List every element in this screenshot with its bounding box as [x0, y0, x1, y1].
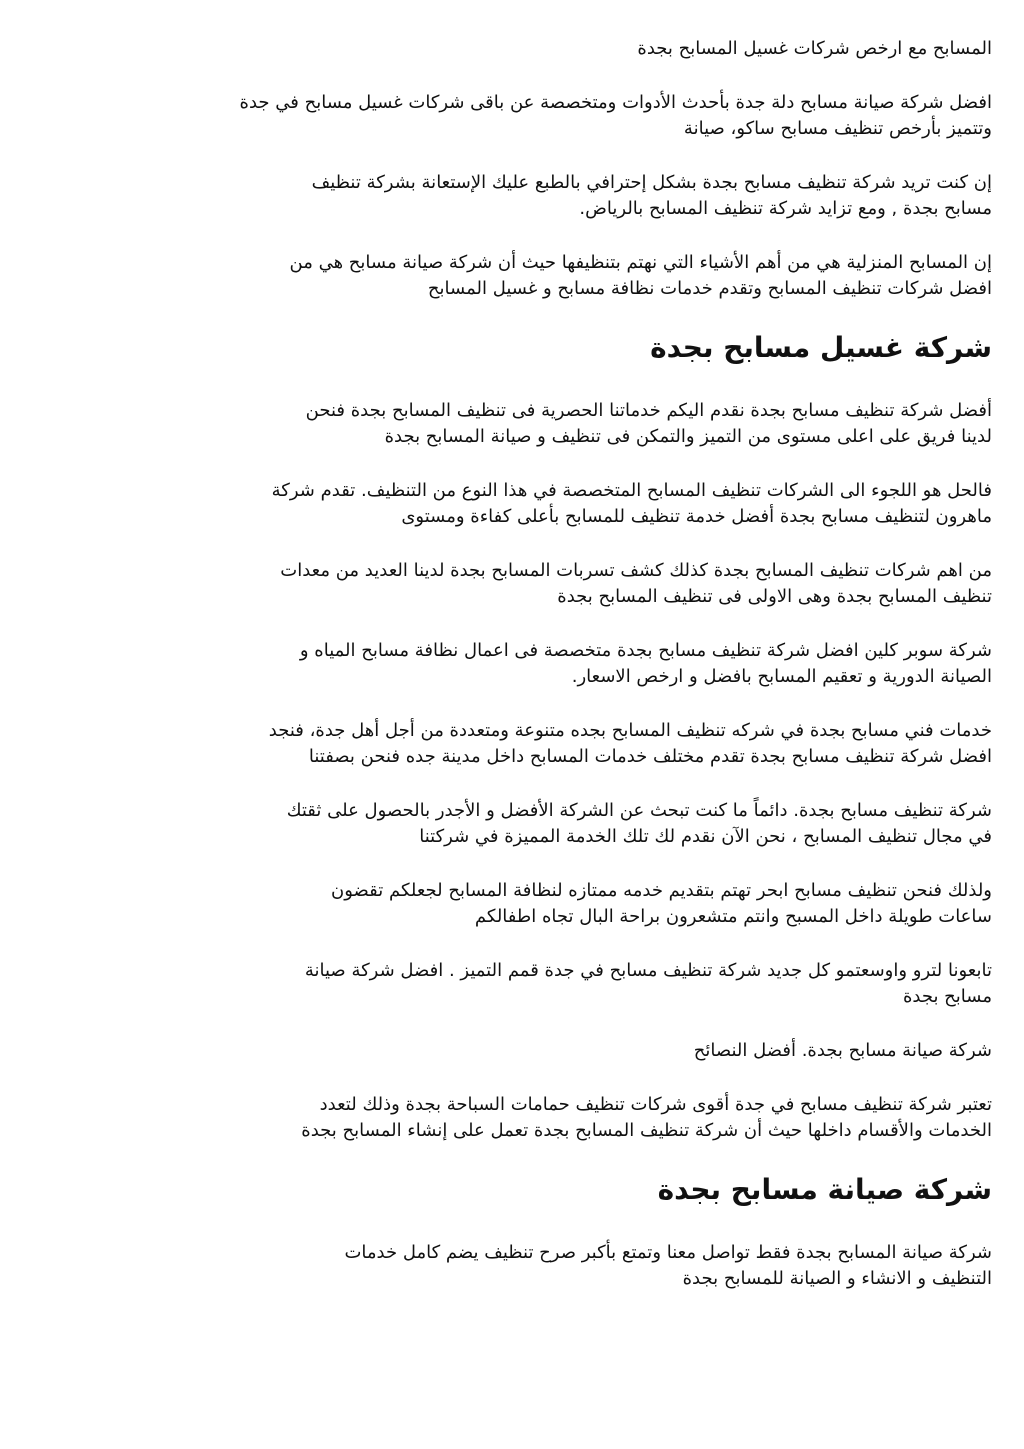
section-heading: شركة غسيل مسابح بجدة — [650, 331, 992, 364]
section-heading: شركة صيانة مسابح بجدة — [657, 1173, 992, 1206]
paragraph: ولذلك فنحن تنظيف مسابح ابحر تهتم بتقديم خدمه ممتازه لنظافة المسابح لجعلكم تقضون ساعات طويلة داخل المسبح وانتم متشعرون براحة البال تجاه اطفالكم — [331, 880, 992, 927]
paragraph: شركة تنظيف مسابح بجدة. دائماً ما كنت تبحث عن الشركة الأفضل و الأجدر بالحصول على ثقتك في مجال تنظيف المسابح ، نحن الآن نقدم لك تلك الخدمة المميزة في شركتنا — [286, 800, 992, 847]
paragraph: تعتبر شركة تنظيف مسابح في جدة أقوى شركات تنظيف حمامات السباحة بجدة وذلك لتعدد الخدمات والأقسام داخلها حيث أن شركة تنظيف المسابح بجدة تعمل على إنشاء المسابح بجدة — [301, 1094, 992, 1141]
paragraph: من اهم شركات تنظيف المسابح بجدة كذلك كشف تسربات المسابح بجدة لدينا العديد من معدات تنظيف المسابح بجدة وهى الاولى فى تنظيف المسابح بجدة — [280, 560, 992, 607]
document-page — [34, 36, 992, 1320]
paragraph: إن كنت تريد شركة تنظيف مسابح بجدة بشكل إحترافي بالطبع عليك الإستعانة بشركة تنظيف مسابح بجدة , ومع تزايد شركة تنظيف المسابح بالرياض. — [311, 172, 992, 219]
intro-line: المسابح مع ارخص شركات غسيل المسابح بجدة — [637, 38, 992, 59]
paragraph: فالحل هو اللجوء الى الشركات تنظيف المسابح المتخصصة في هذا النوع من التنظيف. تقدم شركة ماهرون لتنظيف مسابح بجدة أفضل خدمة تنظيف للمسابح بأعلى كفاءة ومستوى — [271, 480, 992, 527]
paragraph: شركة صيانة المسابح بجدة فقط تواصل معنا وتمتع بأكبر صرح تنظيف يضم كامل خدمات التنظيف و الانشاء و الصيانة للمسابح بجدة — [344, 1242, 992, 1289]
paragraph: شركة سوبر كلين افضل شركة تنظيف مسابح بجدة متخصصة فى اعمال نظافة مسابح المياه و الصيانة الدورية و تعقيم المسابح بافضل و ارخص الاسعار. — [299, 640, 992, 687]
paragraph: أفضل شركة تنظيف مسابح بجدة نقدم اليكم خدماتنا الحصرية فى تنظيف المسابح بجدة فنحن لدينا فريق على اعلى مستوى من التميز والتمكن فى تنظيف و صيانة المسابح بجدة — [305, 400, 992, 447]
paragraph: تابعونا لترو واوسعتمو كل جديد شركة تنظيف مسابح في جدة قمم التميز . افضل شركة صيانة مسابح بجدة — [304, 960, 992, 1007]
paragraph: افضل شركة صيانة مسابح دلة جدة بأحدث الأدوات ومتخصصة عن باقى شركات غسيل مسابح في جدة وتتميز بأرخص تنظيف مسابح ساكو، صيانة — [239, 92, 992, 139]
paragraph: إن المسابح المنزلية هي من أهم الأشياء التي نهتم بتنظيفها حيث أن شركة صيانة مسابح هي من افضل شركات تنظيف المسابح وتقدم خدمات نظافة مسابح و غسيل المسابح — [289, 252, 992, 299]
paragraph: خدمات فني مسابح بجدة في شركه تنظيف المسابح بجده متنوعة ومتعددة من أجل أهل جدة، فنجد افضل شركة تنظيف مسابح بجدة تقدم مختلف خدمات المسابح داخل مدينة جده فنحن بصفتنا — [268, 720, 992, 767]
paragraph: شركة صيانة مسابح بجدة. أفضل النصائح — [693, 1040, 992, 1061]
